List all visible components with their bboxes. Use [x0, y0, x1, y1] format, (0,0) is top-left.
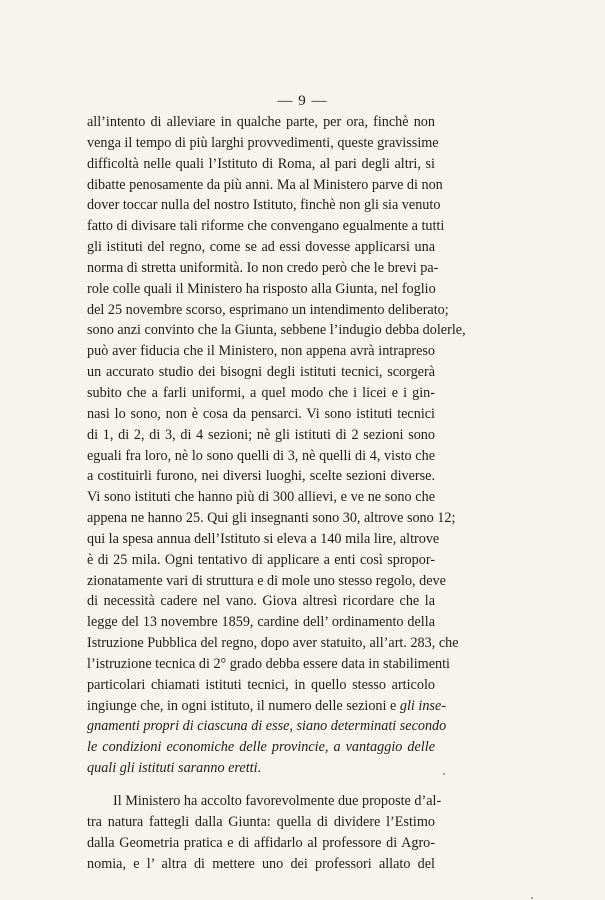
text-line: quali gli istituti saranno eretti. [87, 760, 262, 777]
text-line: venga il tempo di più larghi provvedimenti, queste gravissime [87, 134, 439, 151]
body-text [87, 112, 466, 874]
text-line: nasi lo sono, non è cosa da pensarci. Vi sono istituti tecnici [87, 405, 435, 422]
text-line [87, 737, 435, 758]
italic-quote: le condizioni economiche delle provincie, a vantaggio delle [87, 739, 435, 756]
text-line: dibatte penosamente da più anni. Ma al Ministero parve di non [87, 176, 443, 193]
text-line: di necessità cadere nel vano. Giova altresì ricordare che la [87, 593, 435, 610]
text-line: fatto di divisare tali riforme che convengano egualmente a tutti [87, 218, 445, 235]
text-line: del 25 novembre scorso, esprimano un intendimento deliberato; [87, 301, 449, 318]
text-line: subito che a farli uniformi, a quel modo che i licei e i gin- [87, 384, 435, 401]
text-line: norma di stretta uniformità. Io non credo però che le brevi pa- [87, 259, 439, 276]
text-line: particolari chiamati istituti tecnici, in quello stesso articolo [87, 676, 435, 693]
text-line: dalla Geometria pratica e di affidarlo al professore di Agro- [87, 834, 435, 851]
paragraph [87, 112, 466, 779]
italic-quote: gnamenti propri di ciascuna di esse, siano determinati secondo [87, 718, 447, 735]
text-line: zionatamente vari di struttura e di mole uno stesso regolo, deve [87, 572, 446, 589]
italic-quote: quali gli istituti saranno eretti [87, 760, 258, 777]
text-line: Il Ministero ha accolto favorevolmente due proposte d’al- [113, 793, 442, 809]
text-line: nomia, e l’ altra di mettere uno dei professori allato del [87, 855, 435, 872]
paper-speck [531, 897, 533, 899]
text-line: dover toccar nulla del nostro Istituto, finchè non gli sia venuto [87, 197, 441, 214]
text-line: difficoltà nelle quali l’Istituto di Roma, al pari degli altri, si [87, 155, 435, 172]
text-line: role colle quali il Ministero ha risposto alla Giunta, nel foglio [87, 280, 436, 297]
text-line: Vi sono istituti che hanno più di 300 allievi, e ve ne sono che [87, 489, 435, 506]
text-line: tra natura fattegli dalla Giunta: quella di dividere l’Estimo [87, 813, 435, 830]
text-line: l’istruzione tecnica di 2° grado debba essere data in stabilimenti [87, 655, 450, 672]
text-line [87, 716, 447, 737]
text-line: eguali fra loro, nè lo sono quelli di 3, nè quelli di 4, visto che [87, 447, 435, 464]
paper-speck [443, 773, 445, 775]
text-line: legge del 13 novembre 1859, cardine dell’ ordinamento della [87, 614, 435, 631]
text-line: Istruzione Pubblica del regno, dopo aver statuito, all’art. 283, che [87, 635, 459, 652]
text-line: a costituirli furono, nei diversi luoghi, scelte sezioni diverse. [87, 468, 435, 485]
text-line: gli istituti del regno, come se ad essi dovesse applicarsi una [87, 239, 435, 256]
text-line: un accurato studio dei bisogni degli istituti tecnici, scorgerà [87, 364, 435, 381]
text-line: appena ne hanno 25. Qui gli insegnanti sono 30, altrove sono 12; [87, 510, 456, 527]
text-line: ingiunge che, in ogni istituto, il numero delle sezioni e gli inse- [87, 697, 446, 714]
text-line: è di 25 mila. Ogni tentativo di applicare a enti così spropor- [87, 551, 435, 568]
page-number: — 9 — [277, 93, 328, 109]
text-line: può aver fiducia che il Ministero, non appena avrà intrapreso [87, 343, 435, 360]
paragraph [87, 791, 442, 874]
text-line: qui la spesa annua dell’Istituto si eleva a 140 mila lire, altrove [87, 530, 440, 547]
text-line: sono anzi convinto che la Giunta, sebbene l’indugio debba dolerle, [87, 322, 466, 339]
text-line: di 1, di 2, di 3, di 4 sezioni; nè gli istituti di 2 sezioni sono [87, 426, 435, 443]
italic-quote: gli inse- [399, 697, 446, 714]
text-line: all’intento di alleviare in qualche parte, per ora, finchè non [87, 114, 435, 130]
